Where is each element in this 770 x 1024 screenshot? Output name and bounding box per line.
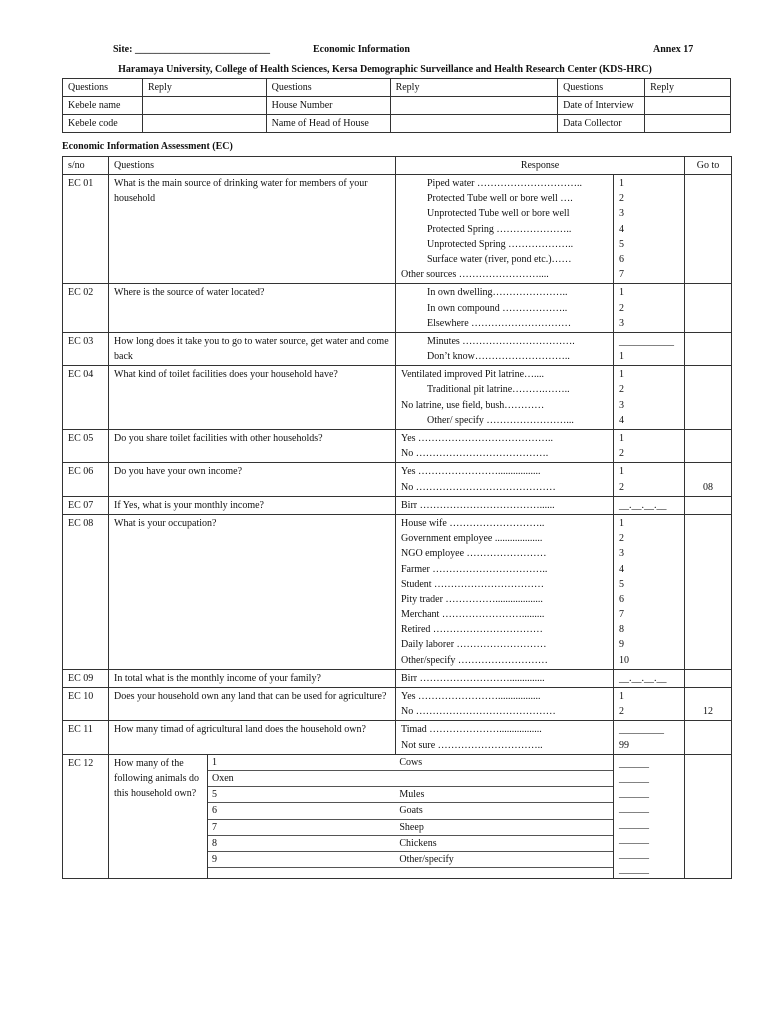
response-option: Timad …………………................. [401, 724, 542, 736]
count-blank[interactable]: ______ [619, 788, 649, 800]
response-codes [614, 175, 685, 284]
response-code[interactable]: 3 [619, 548, 624, 560]
header-cell-questions: Questions [266, 79, 390, 97]
goto-cell [685, 514, 732, 669]
response-code[interactable]: 99 [619, 739, 629, 751]
response-code[interactable]: 2 [619, 533, 624, 545]
response-code[interactable]: 1 [619, 351, 624, 363]
data-collector-label: Data Collector [558, 115, 645, 133]
kebele-code-label: Kebele code [63, 115, 143, 133]
goto-cell [685, 496, 732, 514]
count-blank[interactable]: ______ [619, 848, 649, 860]
response-options [396, 463, 614, 496]
response-option: Protected Tube well or bore well …. [427, 193, 573, 205]
animal-row [208, 803, 613, 819]
house-number-field[interactable] [390, 97, 558, 115]
response-option: Government employee ................... [401, 533, 543, 545]
page-title: Economic Information [313, 44, 410, 55]
animal-code: 9 [208, 852, 395, 868]
response-options [396, 175, 614, 284]
animal-code: 7 [208, 819, 395, 835]
response-option: Daily laborer ……………………… [401, 639, 547, 651]
header-cell-reply: Reply [645, 79, 731, 97]
animal-row [208, 852, 613, 868]
question-text: How many of the following animals do this household own? [109, 754, 208, 879]
response-option: Unprotected Spring ……………….. [427, 238, 574, 250]
question-id: EC 09 [63, 669, 109, 687]
response-code[interactable]: 1 [619, 691, 624, 703]
header-cell-reply: Reply [390, 79, 558, 97]
animals-cell [208, 754, 614, 879]
animal-name: Sheep [395, 819, 613, 835]
animal-code: Oxen [208, 771, 395, 787]
response-codes [614, 514, 685, 669]
response-option: Merchant ……………………......... [401, 609, 545, 621]
response-code[interactable]: 6 [619, 593, 624, 605]
animals-table [208, 755, 613, 868]
question-text: What kind of toilet facilities does your household have? [109, 366, 396, 430]
col-sno: s/no [63, 157, 109, 175]
date-of-interview-label: Date of Interview [558, 97, 645, 115]
table-row [63, 366, 732, 430]
head-of-house-field[interactable] [390, 115, 558, 133]
response-option: In own compound ……………….. [427, 302, 568, 314]
animal-code: 8 [208, 835, 395, 851]
animal-row [208, 771, 613, 787]
count-blank[interactable]: ______ [619, 803, 649, 815]
question-text: If Yes, what is your monthly income? [109, 496, 396, 514]
count-blank[interactable]: ______ [619, 818, 649, 830]
count-blank[interactable]: ______ [619, 864, 649, 876]
question-id: EC 06 [63, 463, 109, 496]
response-code[interactable]: __.__.__.__ [619, 499, 667, 511]
institution-title: Haramaya University, College of Health Sciences, Kersa Demographic Surveillance and Health Research Center (KDS-HRC) [118, 64, 652, 75]
goto-cell [685, 669, 732, 687]
response-code[interactable]: 2 [619, 706, 624, 718]
table-row [63, 721, 732, 754]
response-option: Birr ……………………….............. [401, 672, 545, 684]
response-option: No …………………………………. [401, 448, 549, 460]
goto-cell: 12 [685, 688, 732, 721]
table-row [63, 514, 732, 669]
question-text: How many timad of agricultural land does the household own? [109, 721, 396, 754]
response-codes [614, 688, 685, 721]
response-option: Yes ……………………................. [401, 691, 541, 703]
response-options [396, 430, 614, 463]
response-code[interactable]: 3 [619, 208, 624, 220]
goto-cell [685, 366, 732, 430]
goto-cell: 08 [685, 463, 732, 496]
question-text: Do you share toilet facilities with other households? [109, 430, 396, 463]
response-codes [614, 332, 685, 365]
response-codes [614, 366, 685, 430]
response-code[interactable]: 1 [619, 369, 624, 381]
response-codes [614, 463, 685, 496]
response-option: No …………………………………… [401, 706, 556, 718]
col-questions: Questions [109, 157, 396, 175]
question-text: Where is the source of water located? [109, 284, 396, 333]
house-number-label: House Number [266, 97, 390, 115]
goto-cell [685, 754, 732, 879]
response-option: Traditional pit latrine……….…….. [427, 384, 570, 396]
response-code[interactable]: 9 [619, 639, 624, 651]
response-options [396, 366, 614, 430]
response-code[interactable]: 8 [619, 624, 624, 636]
question-id: EC 12 [63, 754, 109, 879]
header-cell-questions: Questions [63, 79, 143, 97]
response-code[interactable]: 1 [619, 466, 624, 478]
header-cell-questions: Questions [558, 79, 645, 97]
response-option: No …………………………………… [401, 481, 556, 493]
question-text: Do you have your own income? [109, 463, 396, 496]
response-code[interactable]: 10 [619, 654, 629, 666]
table-row [63, 332, 732, 365]
col-goto: Go to [685, 157, 732, 175]
question-id: EC 02 [63, 284, 109, 333]
response-option: Pity trader ……………................... [401, 593, 543, 605]
table-row [63, 496, 732, 514]
response-code[interactable]: 1 [619, 433, 624, 445]
question-id: EC 07 [63, 496, 109, 514]
animal-code: 1 [208, 755, 395, 771]
response-code[interactable]: 7 [619, 269, 624, 281]
animal-code: 5 [208, 787, 395, 803]
response-option: Other/ specify ……………………... [427, 414, 574, 426]
response-codes [614, 430, 685, 463]
response-code[interactable]: 2 [619, 448, 624, 460]
response-codes [614, 284, 685, 333]
response-code[interactable]: 3 [619, 399, 624, 411]
response-code[interactable]: 3 [619, 317, 624, 329]
kebele-name-field[interactable] [142, 97, 266, 115]
header-cell-reply: Reply [142, 79, 266, 97]
goto-cell [685, 175, 732, 284]
response-option: Birr ………………………………...... [401, 499, 555, 511]
site-label: Site: ___________________________ [113, 44, 270, 55]
animal-code: 6 [208, 803, 395, 819]
response-code[interactable]: 4 [619, 223, 624, 235]
response-option: Ventilated improved Pit latrine….... [401, 369, 545, 381]
response-code[interactable]: 5 [619, 238, 624, 250]
response-options [396, 669, 614, 687]
animal-name [395, 771, 613, 787]
response-code[interactable]: 2 [619, 193, 624, 205]
response-option: Yes ……………………................. [401, 466, 541, 478]
animal-row [208, 755, 613, 771]
response-options [396, 688, 614, 721]
response-code[interactable]: __.__.__.__ [619, 672, 667, 684]
response-code[interactable]: 2 [619, 384, 624, 396]
question-text: What is your occupation? [109, 514, 396, 669]
response-option: Farmer …………………………….. [401, 563, 548, 575]
response-option: No latrine, use field, bush………… [401, 399, 545, 411]
response-option: Other sources …………………….... [401, 269, 549, 281]
goto-cell [685, 284, 732, 333]
table-row [63, 284, 732, 333]
response-option: Other/specify ……………………… [401, 654, 548, 666]
response-code[interactable]: 1 [619, 517, 624, 529]
question-id: EC 11 [63, 721, 109, 754]
col-response: Response [396, 157, 685, 175]
head-of-house-label: Name of Head of House [266, 115, 390, 133]
animal-name: Goats [395, 803, 613, 819]
animal-name: Cows [395, 755, 613, 771]
response-option: NGO employee …………………… [401, 548, 547, 560]
goto-cell [685, 721, 732, 754]
count-blank[interactable]: ______ [619, 833, 649, 845]
table-row [63, 688, 732, 721]
kebele-code-field[interactable] [142, 115, 266, 133]
response-code[interactable]: _________ [619, 724, 664, 736]
table-row [63, 430, 732, 463]
response-option: Retired …………………………… [401, 624, 543, 636]
response-code[interactable]: 2 [619, 302, 624, 314]
response-option: Protected Spring ………………….. [427, 223, 572, 235]
question-id: EC 04 [63, 366, 109, 430]
response-code[interactable]: 2 [619, 481, 624, 493]
response-option: In own dwelling………………….. [427, 287, 568, 299]
response-code[interactable]: 5 [619, 578, 624, 590]
response-code[interactable]: 4 [619, 563, 624, 575]
table-row [63, 175, 732, 284]
response-codes [614, 754, 685, 879]
count-blank[interactable]: ______ [619, 757, 649, 769]
response-option: Minutes ……………………………. [427, 335, 575, 347]
kebele-name-label: Kebele name [63, 97, 143, 115]
response-option: House wife ……………………….. [401, 517, 545, 529]
question-id: EC 10 [63, 688, 109, 721]
question-id: EC 08 [63, 514, 109, 669]
response-option: Yes ………………………………….. [401, 433, 554, 445]
animal-row [208, 787, 613, 803]
response-options [396, 496, 614, 514]
response-option: Piped water ………………………….. [427, 178, 582, 189]
question-id: EC 05 [63, 430, 109, 463]
animal-row [208, 819, 613, 835]
response-option: Elsewhere ………………………… [427, 317, 572, 329]
response-option: Unprotected Tube well or bore well [427, 208, 570, 220]
data-collector-field[interactable] [645, 115, 731, 133]
question-id: EC 01 [63, 175, 109, 284]
question-text: Does your household own any land that can be used for agriculture? [109, 688, 396, 721]
section-title: Economic Information Assessment (EC) [62, 141, 233, 152]
goto-cell [685, 430, 732, 463]
response-option: Don’t know……………………….. [427, 351, 570, 363]
table-row [63, 669, 732, 687]
animal-row [208, 835, 613, 851]
animal-name: Other/specify [395, 852, 613, 868]
response-code[interactable]: 7 [619, 609, 624, 621]
response-code[interactable]: ___________ [619, 335, 674, 347]
response-option: Not sure ………………………….. [401, 739, 543, 751]
response-option: Surface water (river, pond etc.)…… [427, 253, 572, 265]
response-options [396, 514, 614, 669]
question-text: How long does it take you to go to water source, get water and come back [109, 332, 396, 365]
response-code[interactable]: 1 [619, 178, 624, 189]
response-code[interactable]: 6 [619, 253, 624, 265]
question-text: What is the main source of drinking water for members of your household [109, 175, 396, 284]
response-options [396, 721, 614, 754]
response-options [396, 284, 614, 333]
response-codes [614, 721, 685, 754]
response-option: Student …………………………… [401, 578, 545, 590]
response-code[interactable]: 1 [619, 287, 624, 299]
animal-name: Mules [395, 787, 613, 803]
goto-cell [685, 332, 732, 365]
annex-label: Annex 17 [653, 44, 694, 55]
assessment-table [62, 156, 732, 879]
response-codes [614, 496, 685, 514]
response-options [396, 332, 614, 365]
table-row [63, 754, 732, 879]
date-of-interview-field[interactable] [645, 97, 731, 115]
page-header [0, 44, 770, 58]
count-blank[interactable]: ______ [619, 773, 649, 784]
household-info-table [62, 78, 731, 133]
animal-name: Chickens [395, 835, 613, 851]
response-code[interactable]: 4 [619, 414, 624, 426]
response-codes [614, 669, 685, 687]
table-row [63, 463, 732, 496]
question-text: In total what is the monthly income of your family? [109, 669, 396, 687]
question-id: EC 03 [63, 332, 109, 365]
